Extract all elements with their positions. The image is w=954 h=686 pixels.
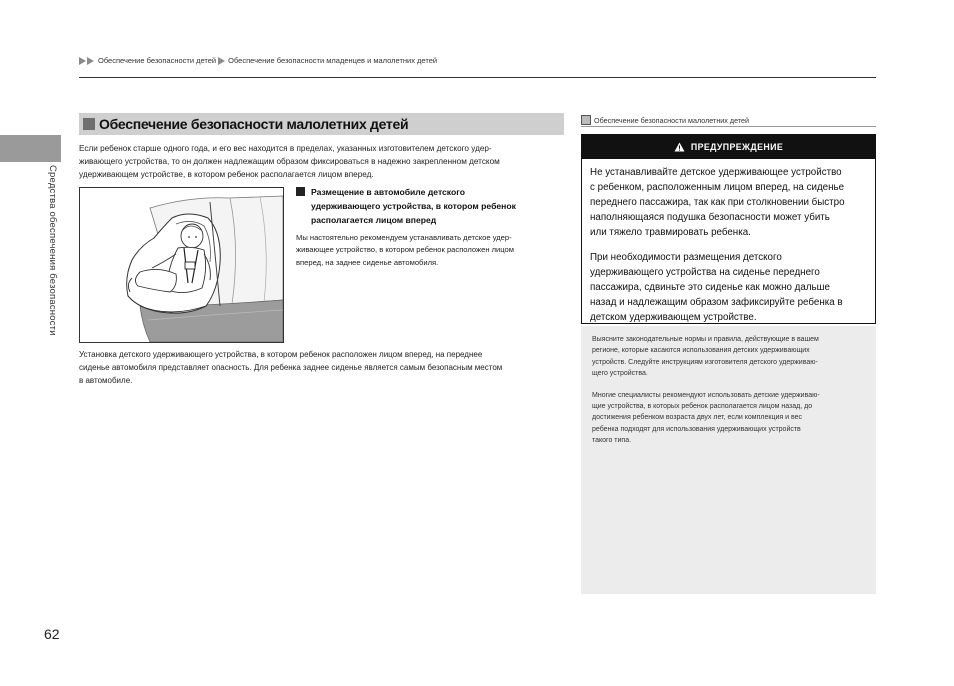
notes-panel — [581, 326, 876, 594]
note-line: достижения ребенком возраста двух лет, если комплекция и вес — [592, 414, 802, 422]
breadcrumb — [79, 56, 437, 65]
subsection-body-line: Мы настоятельно рекомендуем устанавливать детское удер- — [296, 233, 512, 242]
intro-line: живающего устройства, то он должен надлежащим образом фиксироваться в надежно закрепленном детском — [79, 157, 500, 166]
warning-line: Не устанавливайте детское удерживающее устройство — [590, 167, 842, 178]
note-line: щие устройства, в которых ребенок располагается лицом назад, до — [592, 403, 813, 411]
warning-header — [582, 135, 875, 159]
warning-icon — [674, 142, 685, 152]
warning-body — [582, 159, 875, 325]
side-tab-marker — [0, 135, 61, 162]
note-line: такого типа. — [592, 437, 632, 445]
subsection-body — [296, 232, 564, 269]
section-heading — [79, 113, 564, 135]
breadcrumb-arrow-icon — [218, 57, 225, 65]
intro-line: Если ребенок старше одного года, и его вес находится в пределах, указанных изготовителем детского удер- — [79, 144, 492, 153]
breadcrumb-arrow-icon — [79, 57, 86, 65]
warning-paragraph — [590, 250, 863, 325]
note-line: устройств. Следуйте инструкциям изготовителя детского удерживаю- — [592, 358, 818, 366]
child-seat-illustration — [79, 187, 284, 343]
warning-line: удерживающего устройства на сиденье переднего — [590, 267, 820, 278]
note-paragraph — [592, 390, 868, 447]
note-line: Выясните законодательные нормы и правила, действующие в вашем — [592, 336, 819, 343]
heading-square-icon — [83, 118, 95, 130]
caption-line: сиденье автомобиля представляет опасность. Для ребенка заднее сиденье является самым безопасным местом — [79, 362, 503, 372]
subsection-heading — [296, 185, 558, 227]
note-line: Многие специалисты рекомендуют использовать детские удерживаю- — [592, 391, 820, 399]
note-line: ребенка подходят для использования удерживающих устройств — [592, 425, 801, 433]
caption-line: Установка детского удерживающего устройства, в котором ребенок расположен лицом вперед, на переднее — [79, 350, 483, 359]
subsection-title-line: удерживающего устройства, в котором ребенок — [311, 201, 516, 211]
warning-line: переднего пассажира, так как при столкновении быстро — [590, 197, 845, 208]
note-paragraph — [592, 334, 868, 380]
warning-box — [581, 134, 876, 324]
intro-line: удерживающем устройстве, в котором ребенок располагается лицом вперед. — [79, 170, 374, 179]
subsection-body-line: вперед, на заднее сиденье автомобиля. — [296, 257, 439, 267]
subsection-body-line: живающее устройство, в котором ребенок расположен лицом — [296, 245, 515, 255]
side-chapter-label: Средства обеспечения безопасности — [47, 165, 58, 336]
intro-paragraph — [79, 142, 557, 181]
subsection-square-icon — [296, 187, 305, 196]
caption-line: в автомобиле. — [79, 375, 133, 385]
breadcrumb-arrow-icon — [87, 57, 94, 65]
note-line: регионе, которые касаются использования детских удерживающих — [592, 347, 810, 355]
subsection-title-line: располагается лицом вперед — [311, 215, 437, 225]
warning-paragraph — [590, 165, 863, 240]
section-title: Обеспечение безопасности малолетних детей — [99, 116, 409, 132]
breadcrumb-item[interactable]: Обеспечение безопасности младенцев и малолетних детей — [228, 56, 438, 65]
breadcrumb-item[interactable]: Обеспечение безопасности детей — [98, 56, 217, 65]
notes — [581, 326, 876, 447]
warning-line: с ребенком, расположенным лицом вперед, на сиденье — [590, 182, 845, 193]
sidebar-title: Обеспечение безопасности малолетних детей — [594, 115, 750, 125]
warning-line: детском удерживающем устройстве. — [590, 312, 757, 323]
warning-line: При необходимости размещения детского — [590, 252, 782, 263]
warning-line: наполняющаяся подушка безопасности может убить — [590, 212, 830, 223]
warning-line: пассажира, сдвиньте это сиденье как можно дальше — [590, 282, 830, 293]
page-number: 62 — [44, 626, 60, 642]
illustration-caption — [79, 349, 564, 387]
subsection-title — [311, 185, 516, 227]
warning-line: или тяжело травмировать ребенка. — [590, 227, 751, 238]
warning-line: назад и надлежащим образом зафиксируйте ребенка в — [590, 297, 843, 308]
subsection-title-line: Размещение в автомобиле детского — [311, 187, 465, 197]
sidebar-reference-icon — [581, 115, 591, 125]
header-rule — [79, 77, 876, 78]
warning-title: ПРЕДУПРЕЖДЕНИЕ — [690, 142, 784, 152]
sidebar-title-bar — [581, 114, 876, 127]
note-line: щего устройства. — [592, 370, 648, 378]
